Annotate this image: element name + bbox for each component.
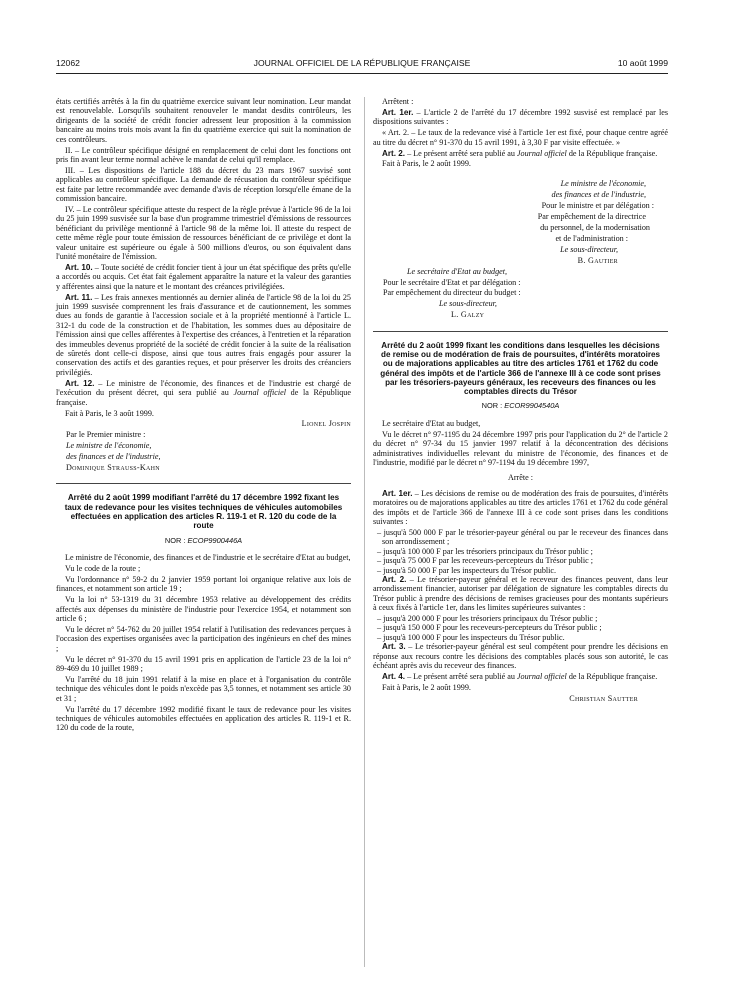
article-label: Art. 12. — [65, 378, 95, 388]
paragraph: Vu le décret n° 54-762 du 20 juillet 1954 relatif à l'utilisation des redevances perçues à l'occasion des expertises organisées avec la participation des ingénieurs en chef des mines ; — [56, 624, 351, 653]
journal-title: JOURNAL OFFICIEL DE LA RÉPUBLIQUE FRANÇAISE — [253, 58, 471, 68]
paragraph: Vu la loi n° 53-1319 du 31 décembre 1953 relative au développement des crédits affectés aux dépenses du ministère de l'industrie pour l'exercice 1954, et notamment son article 6 ; — [56, 595, 351, 623]
signature-line: Le sous-directeur, — [560, 244, 618, 254]
signature-line: Le secrétaire d'Etat au budget, — [407, 266, 508, 276]
article-text: de la République française. — [566, 148, 658, 158]
article-text: de la République française. — [56, 388, 351, 407]
quoted-article: « Art. 2. – Le taux de la redevance visé à l'article 1er est fixé, pour chaque centre agréé au titre du décret n° 91-370 du 15 avril 1991, à 3,30 F par visite effectuée. » — [373, 128, 668, 147]
article-label: Art. 3. — [382, 642, 406, 652]
article-label: Art. 10. — [65, 262, 93, 272]
paragraph: états certifiés arrêtés à la fin du quatrième exercice suivant leur nomination. Leur mandat est renouvelable. Lorsqu'ils souhaitent renouveler le mandat desdits contrôleurs, les dirigeants de la société de crédit foncier adressent leur proposition à la commission bancaire au moins trois mois avant la fin du quatrième exercice qui suit la nomination de ces contrôleurs. — [56, 97, 351, 144]
list-item: – jusqu'à 100 000 F pour les inspecteurs du Trésor public. — [377, 632, 565, 642]
paragraph: Vu le décret n° 91-370 du 15 avril 1991 pris en application de l'article 23 de la loi n° 89-469 du 10 juillet 1989 ; — [56, 654, 351, 673]
signature: Dominique Strauss-Kahn — [66, 463, 160, 473]
signature: Christian Sautter — [569, 693, 638, 703]
signature-line: et de l'administration : — [555, 233, 628, 243]
left-column — [56, 97, 351, 734]
signature-line: des finances et de l'industrie, — [66, 452, 161, 462]
section-divider — [373, 331, 668, 332]
article-label: Art. 2. — [382, 574, 407, 584]
list-item: – jusqu'à 150 000 F pour les receveurs-percepteurs du Trésor public ; — [377, 623, 602, 633]
article-text: – Toute société de crédit foncier tient à jour un état spécifique des prêts qu'elle a accordés ou acquis. Cet état fait également apparaître la nature et la valeur des garanties y afférentes ainsi que la nature et le montant des créances privilégiées. — [56, 262, 351, 291]
paragraph: Le secrétaire d'Etat au budget, — [382, 418, 481, 428]
spacer — [373, 170, 668, 179]
signature-line: Par empêchement du directeur du budget : — [383, 288, 521, 298]
article-label: Art. 1er. — [382, 488, 413, 498]
right-column — [373, 97, 668, 705]
article-text: – L'article 2 de l'arrêté du 17 décembre 1992 susvisé est remplacé par les dispositions suivantes : — [373, 107, 668, 127]
article-text: – Les frais annexes mentionnés au dernier alinéa de l'article 98 de la loi du 25 juin 1999 susvisée comprennent les frais d'assurance et de cautionnement, les sommes dues au fonds de garantie à l'accession sociale et à la propriété mentionné à l'article L. 312-1 du code de la construction et de l'habitation, les sommes dues au dépositaire de l'émission ainsi que celles afférentes à l'expertise des créances, à l'entretien et la réparation des immeubles devenus propriété de la société de crédit foncier à la suite de la réalisation de sûretés dont celle-ci dispose, ainsi que tous autres frais engagés pour assurer la conservation des actifs et des garanties reçues, et pour préserver les droits des créanciers privilégiés. — [56, 292, 351, 377]
article-label: Art. 2. — [382, 148, 406, 158]
done-at: Fait à Paris, le 2 août 1999. — [382, 682, 471, 692]
decree-title: Arrêté du 2 août 1999 fixant les conditions dans lesquelles les décisions de remise ou de modération de frais de poursuites, d'intérêts moratoires ou de majorations applicables au titre des articles 1761 et 1762 du code général des impôts et de l'article 366 de l'annexe III à ce code sont prises par les trésoriers-payeurs généraux, les receveurs des finances ou les comptables directs du Trésor — [380, 340, 661, 397]
article-2 — [373, 575, 668, 613]
signature-line: des finances et de l'industrie, — [551, 190, 646, 200]
signature: B. Gautier — [577, 255, 618, 265]
article-text: – Le ministre de l'économie, des finances et de l'industrie est chargé de l'exécution du présent décret, qui sera publié au — [56, 378, 351, 398]
article-text: – Les décisions de remise ou de modération des frais de poursuites, d'intérêts moratoires ou de majorations applicables au titre des articles 1761 et 1762 du code général des impôts et de l'article 366 de l'annexe III à ce code sont prises dans les conditions suivantes : — [373, 488, 668, 526]
paragraph: Arrête : — [507, 473, 534, 483]
signature-line: Le ministre de l'économie, — [560, 179, 646, 189]
article-12 — [56, 379, 351, 407]
paragraph: IV. – Le contrôleur spécifique atteste du respect de la règle prévue à l'article 96 de la loi du 25 juin 1999 susvisée sur la base d'un programme trimestriel d'émissions de ressources bénéficiant du privilège mentionné à l'article 98 de la même loi. Il atteste du respect de cette même règle pour toute émission de ressources bénéficiant de ce privilège et dont la valeur unitaire est supérieure ou égale à 500 millions d'euros, ou son équivalent dans l'unité monétaire de l'émission. — [56, 204, 351, 261]
article-text: – Le trésorier-payeur général et le receveur des finances peuvent, dans leur arrondissement financier, autoriser par délégation de signature les comptables directs du Trésor public à prendre des décisions de remises gracieuses pour des montants supérieurs à ceux fixés à l'article 1er, dans les limites supérieures suivantes : — [373, 574, 668, 613]
nor-reference — [56, 536, 351, 545]
nor-code: ECOP9900446A — [187, 535, 243, 545]
paragraph: II. – Le contrôleur spécifique désigné en remplacement de celui dont les fonctions ont pris fin avant leur terme normal achève le mandat de celui qu'il remplace. — [56, 145, 351, 164]
signature-line: Par le Premier ministre : — [66, 430, 146, 440]
paragraph: III. – Les dispositions de l'article 188 du décret du 23 mars 1967 susvisé sont applicables au contrôleur spécifique. La demande de récusation du contrôleur spécifique est faite par lettre recommandée avec demande d'avis de réception lorsqu'elle émane de la commission bancaire. — [56, 165, 351, 204]
nor-label: NOR : — [481, 401, 505, 411]
article-4 — [373, 672, 668, 681]
nor-code: ECOR9904540A — [504, 401, 560, 411]
signature-line: Pour le ministre et par délégation : — [541, 201, 654, 211]
paragraph: Le ministre de l'économie, des finances et de l'industrie et le secrétaire d'Etat au budget, — [65, 553, 351, 563]
journal-name: Journal officiel — [233, 388, 286, 398]
list-item: – jusqu'à 100 000 F par les trésoriers principaux du Trésor public ; — [377, 546, 593, 556]
list-item: – jusqu'à 75 000 F par les receveurs-percepteurs du Trésor public ; — [377, 556, 594, 566]
signature-line: Pour le secrétaire d'Etat et par délégation : — [383, 277, 521, 287]
article-11 — [56, 293, 351, 378]
journal-name: Journal officiel — [516, 148, 567, 158]
done-at: Fait à Paris, le 3 août 1999. — [65, 408, 154, 418]
article-text: – Le trésorier-payeur général est seul compétent pour prendre les décisions en réponse aux recours contre les décisions des comptables placés sous son autorité, le cas échéant après avis du receveur des finances. — [373, 642, 668, 671]
list-item: – jusqu'à 500 000 F par le trésorier-payeur général ou par le receveur des finances dans son arrondissement ; — [377, 527, 668, 547]
article-2 — [373, 149, 668, 158]
article-1 — [373, 108, 668, 127]
signature-line: Le ministre de l'économie, — [66, 441, 152, 451]
article-10 — [56, 263, 351, 291]
paragraph: Vu le décret n° 97-1195 du 24 décembre 1997 pris pour l'application du 2° de l'article 2 du décret n° 97-34 du 15 janvier 1997 relatif à la déconcentration des décisions administratives individuelles relevant du ministre de l'économie, des finances et de l'industrie, modifié par le décret n° 97-1194 du 19 décembre 1997, — [373, 429, 668, 467]
signature-line: Le sous-directeur, — [439, 299, 497, 309]
article-text: – Le présent arrêté sera publié au — [405, 148, 517, 158]
nor-reference — [373, 401, 668, 410]
article-label: Art. 4. — [382, 671, 406, 681]
header-rule — [56, 73, 668, 74]
section-divider — [56, 483, 351, 484]
signature: Lionel Jospin — [301, 419, 351, 429]
done-at: Fait à Paris, le 2 août 1999. — [382, 159, 471, 169]
list-item: – jusqu'à 50 000 F par les inspecteurs du Trésor public. — [377, 565, 557, 575]
paragraph: Vu l'ordonnance n° 59-2 du 2 janvier 1959 portant loi organique relative aux lois de finances, et notamment son article 19 ; — [56, 574, 351, 594]
page-number: 12062 — [56, 58, 80, 68]
article-text: – Le présent arrêté sera publié au — [405, 671, 517, 681]
article-3 — [373, 642, 668, 670]
issue-date: 10 août 1999 — [617, 58, 668, 68]
journal-name: Journal officiel — [516, 671, 567, 681]
paragraph: Arrêtent : — [382, 97, 414, 106]
paragraph: Vu l'arrêté du 18 juin 1991 relatif à la mise en place et à l'organisation du contrôle technique des véhicules dont le poids n'excède pas 3,5 tonnes, et notamment ses article 30 et 31 ; — [56, 674, 351, 703]
paragraph: Vu l'arrêté du 17 décembre 1992 modifié fixant le taux de redevance pour les visites techniques de véhicules automobiles effectuées en application des articles R. 119-1 et R. 120 du code de la route, — [56, 704, 351, 733]
signature: L. Galzy — [451, 310, 485, 320]
article-1 — [373, 489, 668, 527]
signature-line: du personnel, de la modernisation — [540, 222, 650, 232]
column-separator — [364, 97, 365, 967]
article-label: Art. 1er. — [382, 107, 414, 117]
nor-label: NOR : — [164, 535, 188, 545]
signature-line: Par empêchement de la directrice — [537, 212, 646, 222]
list-item: – jusqu'à 200 000 F pour les trésoriers principaux du Trésor public ; — [377, 614, 598, 624]
article-text: de la République française. — [566, 671, 658, 681]
page-header — [56, 58, 668, 72]
article-label: Art. 11. — [65, 292, 93, 302]
paragraph: Vu le code de la route ; — [65, 563, 141, 573]
decree-title: Arrêté du 2 août 1999 modifiant l'arrêté du 17 décembre 1992 fixant les taux de redevance pour les visites techniques de véhicules automobiles effectuées en application des articles R. 119-1 et R. 120 du code de la route — [64, 493, 343, 531]
